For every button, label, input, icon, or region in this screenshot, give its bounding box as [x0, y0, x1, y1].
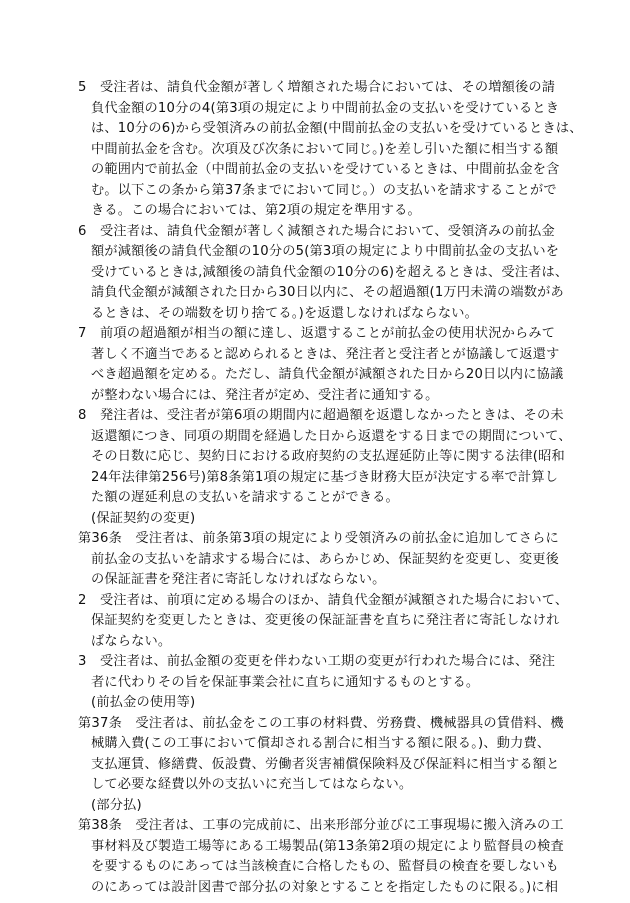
text-line: 第36条 受注者は、前条第3項の規定により受領済みの前払金に追加してさらに: [78, 531, 559, 546]
text-line: 8 発注者は、受注者が第6項の期間内に超過額を返還しなかったときは、その未: [78, 408, 564, 423]
text-line: 負代金額の10分の4(第3項の規定により中間前払金の支払いを受けているとき: [91, 100, 560, 116]
text-line: 第38条 受注者は、工事の完成前に、出来形部分並びに工事現場に搬入済みの工: [78, 818, 564, 833]
text-line: た額の遅延利息の支払いを請求することができる。: [91, 490, 399, 505]
text-line: その日数に応じ、契約日における政府契約の支払遅延防止等に関する法律(昭和: [91, 449, 565, 464]
text-line: のにあっては設計図書で部分払の対象とすることを指定したものに限る。)に相: [91, 879, 559, 895]
text-line: 第37条 受注者は、前払金をこの工事の材料費、労務費、機械器具の賃借料、機: [78, 715, 564, 731]
text-line: 受けているときは,減額後の請負代金額の10分の6)を超えるときは、受注者は、: [91, 264, 569, 280]
text-line: 中間前払金を含む。次項及び次条において同じ。)を差し引いた額に相当する額: [91, 141, 559, 157]
text-line: 者に代わりその旨を保証事業会社に直ちに通知するものとする。: [91, 674, 480, 690]
text-line: の保証証書を発注者に寄託しなければならない。: [91, 572, 386, 587]
text-line: む。以下この条から第37条までにおいて同じ。）の支払いを請求することがで: [91, 182, 557, 198]
text-line: (部分払): [91, 797, 142, 813]
document-body: [0, 78, 630, 898]
text-line: して必要な経費以外の支払いに充当してはならない。: [91, 777, 413, 792]
text-line: を要するものにあっては当該検査に合格したもの、監督員の検査を要しないも: [91, 859, 559, 874]
text-line: の範囲内で前払金（中間前払金の支払いを受けているときは、中間前払金を含: [91, 162, 560, 177]
text-line: 著しく不適当であると認められるときは、発注者と受注者とが協議して返還す: [91, 346, 560, 362]
text-line: 7 前項の超過額が相当の額に達し、返還することが前払金の使用状況からみて: [78, 326, 556, 341]
text-line: 3 受注者は、前払金額の変更を伴わない工期の変更が行われた場合には、発注: [78, 654, 556, 669]
text-line: は、10分の6)から受領済みの前払金額(中間前払金の支払いを受けているときは、: [91, 121, 583, 136]
text-line: (前払金の使用等): [91, 695, 196, 710]
text-line: 支払運賃、修繕費、仮設費、労働者災害補償保険料及び保証料に相当する額と: [91, 756, 560, 772]
text-line: べき超過額を定める。ただし、請負代金額が減額された日から20日以内に協議: [91, 367, 564, 382]
text-line: 24年法律第256号)第8条第1項の規定に基づき財務大臣が決定する率で計算し: [91, 469, 559, 485]
text-line: 械購入費(この工事において償却される割合に相当する額に限る。)、動力費、: [91, 736, 551, 751]
text-line: 保証契約を変更したときは、変更後の保証証書を直ちに発注者に寄託しなけれ: [91, 613, 560, 628]
text-line: 2 受注者は、前項に定める場合のほか、請負代金額が減額された場合において、: [78, 592, 569, 608]
text-line: きる。この場合においては、第2項の規定を準用する。: [91, 203, 421, 218]
text-line: 前払金の支払いを請求する場合には、あらかじめ、保証契約を変更し、変更後: [91, 551, 560, 567]
text-line: 5 受注者は、請負代金額が著しく増額された場合においては、その増額後の請: [78, 80, 556, 95]
text-line: ばならない。: [91, 633, 172, 649]
text-line: 6 受注者は、請負代金額が著しく減額された場合において、受領済みの前払金: [78, 223, 555, 239]
text-line: 返還額につき、同項の期間を経過した日から返還をする日までの期間について、: [91, 428, 572, 444]
text-line: 請負代金額が減額された日から30日以内に、その超過額(1万円未満の端数があ: [91, 285, 564, 300]
text-line: が整わない場合には、発注者が定め、受注者に通知する。: [91, 387, 439, 403]
text-line: 事材料及び製造工場等にある工場製品(第13条第2項の規定により監督員の検査: [91, 838, 564, 854]
text-line: るときは、その端数を切り捨てる。)を返還しなければならない。: [91, 305, 478, 321]
text-line: (保証契約の変更): [91, 510, 196, 526]
text-line: 額が減額後の請負代金額の10分の5(第3項の規定により中間前払金の支払いを: [91, 244, 560, 259]
